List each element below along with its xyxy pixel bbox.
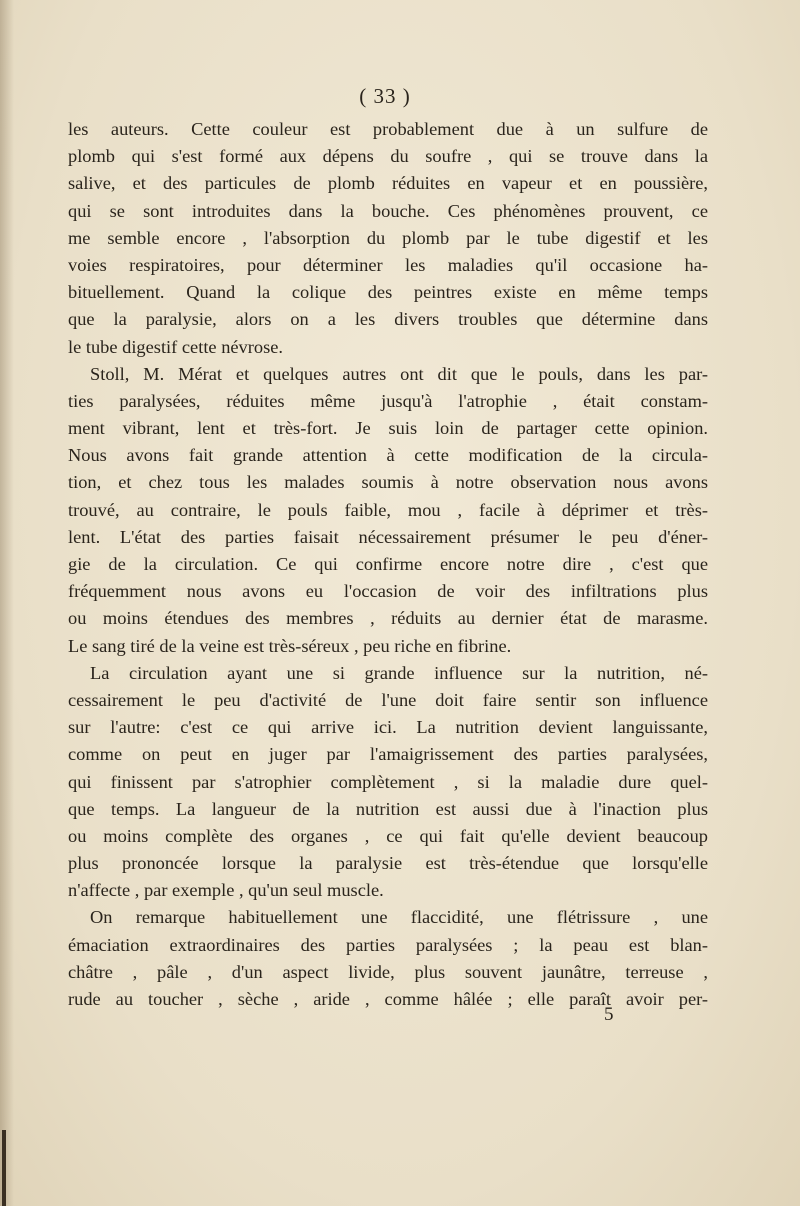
text-line: comme on peut en juger par l'amaigrissement des parties paralysées, bbox=[68, 744, 708, 765]
text-line: tion, et chez tous les malades soumis à notre observation nous avons bbox=[68, 472, 708, 493]
text-line: que temps. La langueur de la nutrition est aussi due à l'inaction plus bbox=[68, 798, 708, 819]
text-line: bituellement. Quand la colique des peintres existe en même temps bbox=[68, 282, 708, 303]
text-line: le tube digestif cette névrose. bbox=[68, 336, 283, 357]
text-line: lent. L'état des parties faisait nécessairement présumer le peu d'éner- bbox=[68, 526, 708, 547]
text-line: plomb qui s'est formé aux dépens du soufre , qui se trouve dans la bbox=[68, 146, 708, 167]
text-line: ties paralysées, réduites même jusqu'à l'atrophie , était constam- bbox=[68, 390, 708, 411]
text-line: trouvé, au contraire, le pouls faible, mou , facile à déprimer et très- bbox=[68, 499, 708, 520]
text-line: Stoll, M. Mérat et quelques autres ont dit que le pouls, dans les par- bbox=[90, 363, 708, 384]
text-line: ou moins étendues des membres , réduits au dernier état de marasme. bbox=[68, 608, 708, 629]
text-line: qui se sont introduites dans la bouche. Ces phénomènes prouvent, ce bbox=[68, 200, 708, 221]
text-line: Le sang tiré de la veine est très-séreux , peu riche en fibrine. bbox=[68, 635, 512, 656]
text-line: sur l'autre: c'est ce qui arrive ici. La nutrition devient languissante, bbox=[68, 717, 708, 738]
text-line: ment vibrant, lent et très-fort. Je suis loin de partager cette opinion. bbox=[68, 418, 708, 439]
text-line: me semble encore , l'absorption du plomb par le tube digestif et les bbox=[68, 227, 708, 248]
text-line: plus prononcée lorsque la paralysie est très-étendue que lorsqu'elle bbox=[68, 853, 708, 874]
text-line: rude au toucher , sèche , aride , comme hâlée ; elle paraît avoir per- bbox=[68, 989, 708, 1009]
text-line: On remarque habituellement une flaccidité, une flétrissure , une bbox=[90, 907, 708, 928]
text-line: châtre , pâle , d'un aspect livide, plus souvent jaunâtre, terreuse , bbox=[68, 961, 708, 982]
text-line: les auteurs. Cette couleur est probablement due à un sulfure de bbox=[68, 119, 708, 139]
text-line: fréquemment nous avons eu l'occasion de voir des infiltrations plus bbox=[68, 581, 708, 602]
text-line: La circulation ayant une si grande influence sur la nutrition, né- bbox=[90, 662, 708, 683]
text-block bbox=[68, 116, 708, 1013]
text-line: qui finissent par s'atrophier complètement , si la maladie dure quel- bbox=[68, 771, 708, 792]
text-line: voies respiratoires, pour déterminer les maladies qu'il occasione ha- bbox=[68, 254, 708, 275]
text-line: ou moins complète des organes , ce qui fait qu'elle devient beaucoup bbox=[68, 825, 708, 846]
text-line: Nous avons fait grande attention à cette modification de la circula- bbox=[68, 445, 708, 466]
page-number: ( 33 ) bbox=[359, 84, 411, 108]
text-line: salive, et des particules de plomb réduites en vapeur et en poussière, bbox=[68, 173, 708, 194]
text-line: émaciation extraordinaires des parties paralysées ; la peau est blan- bbox=[68, 934, 708, 955]
binding-mark bbox=[2, 1130, 6, 1206]
text-line: cessairement le peu d'activité de l'une doit faire sentir son influence bbox=[68, 689, 708, 710]
binding-shadow bbox=[0, 0, 14, 1206]
signature-mark: 5 bbox=[604, 1004, 614, 1025]
text-line: que la paralysie, alors on a les divers troubles que détermine dans bbox=[68, 309, 708, 330]
text-line: n'affecte , par exemple , qu'un seul muscle. bbox=[68, 880, 384, 901]
text-line: gie de la circulation. Ce qui confirme encore notre dire , c'est que bbox=[68, 554, 708, 574]
